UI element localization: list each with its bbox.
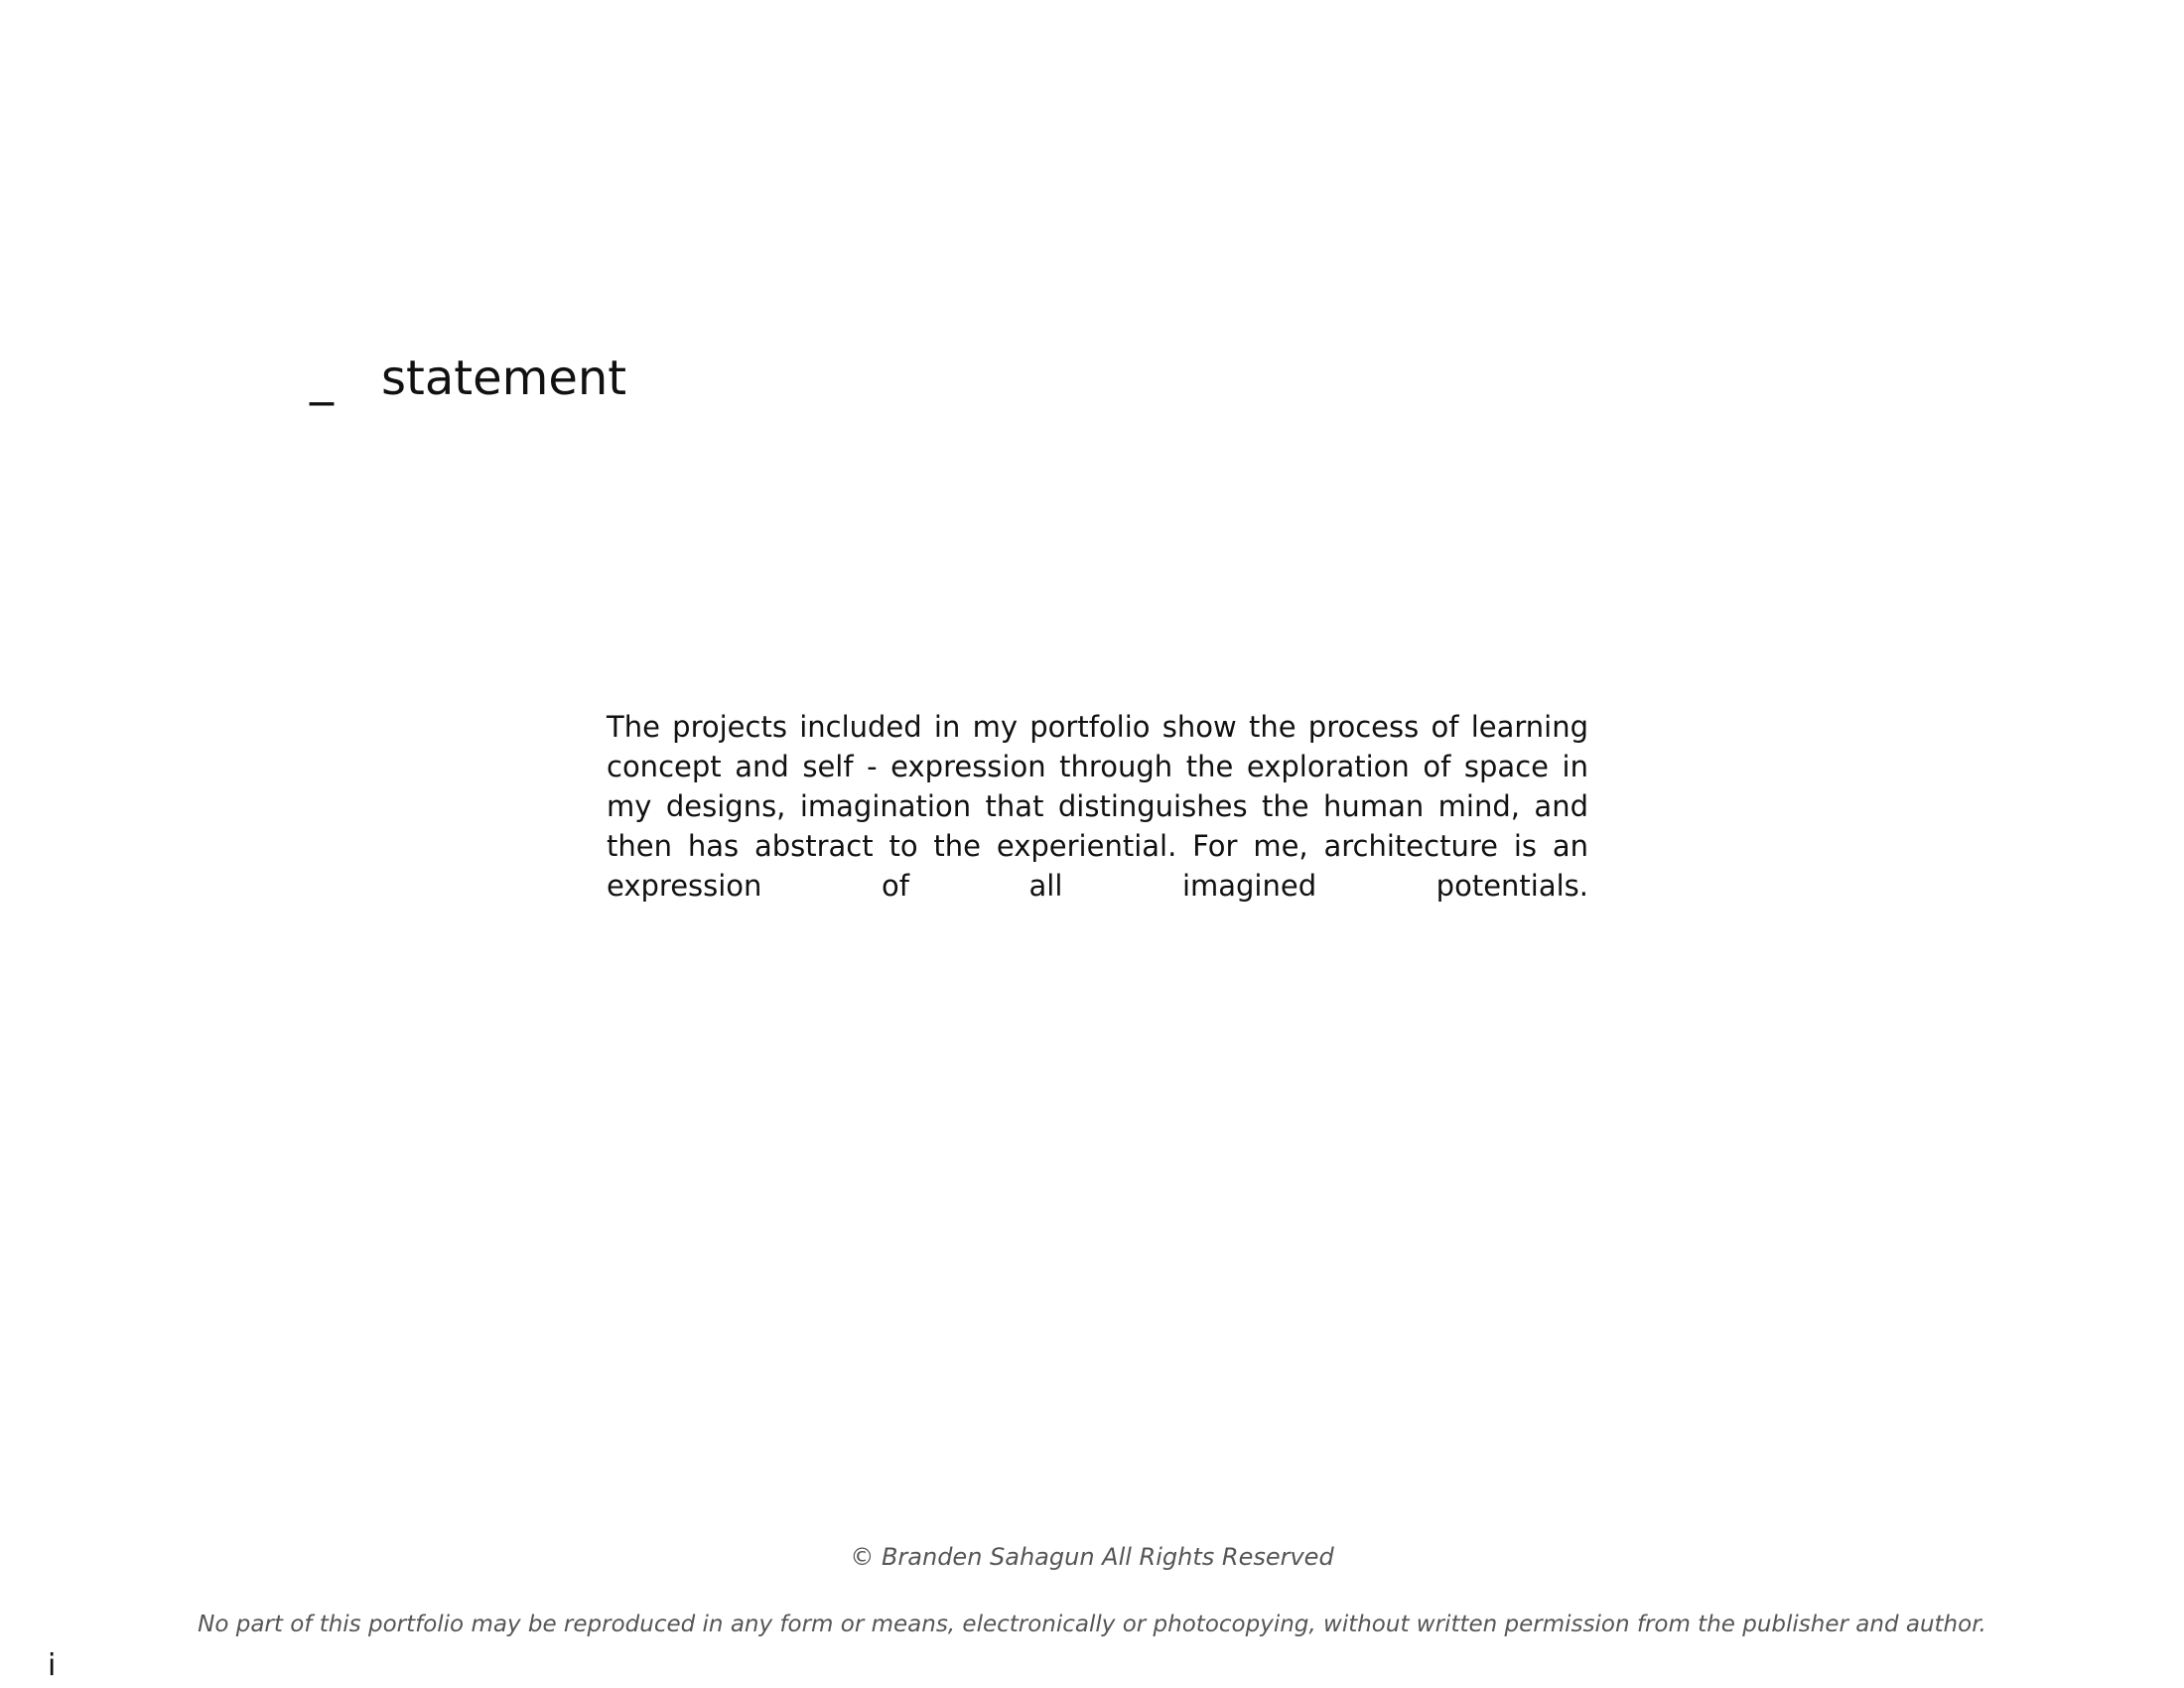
copyright-notice: © Branden Sahagun All Rights Reserved <box>850 1543 1334 1571</box>
statement-heading <box>310 351 627 406</box>
statement-paragraph: The projects included in my portfolio show the process of learning concept and self - expression through the exploration of space in my designs, imagination that distinguishes the human mind, and then has abstract to the experiential. For me, architecture is an expression of all imagined potentials. <box>607 710 1588 903</box>
page-title: statement <box>381 351 627 406</box>
page-number: i <box>48 1648 57 1683</box>
reproduction-disclaimer: No part of this portfolio may be reproduced in any form or means, electronically or photocopying, without written permission from the publisher and author. <box>198 1612 1986 1637</box>
heading-marker: _ <box>310 351 334 406</box>
